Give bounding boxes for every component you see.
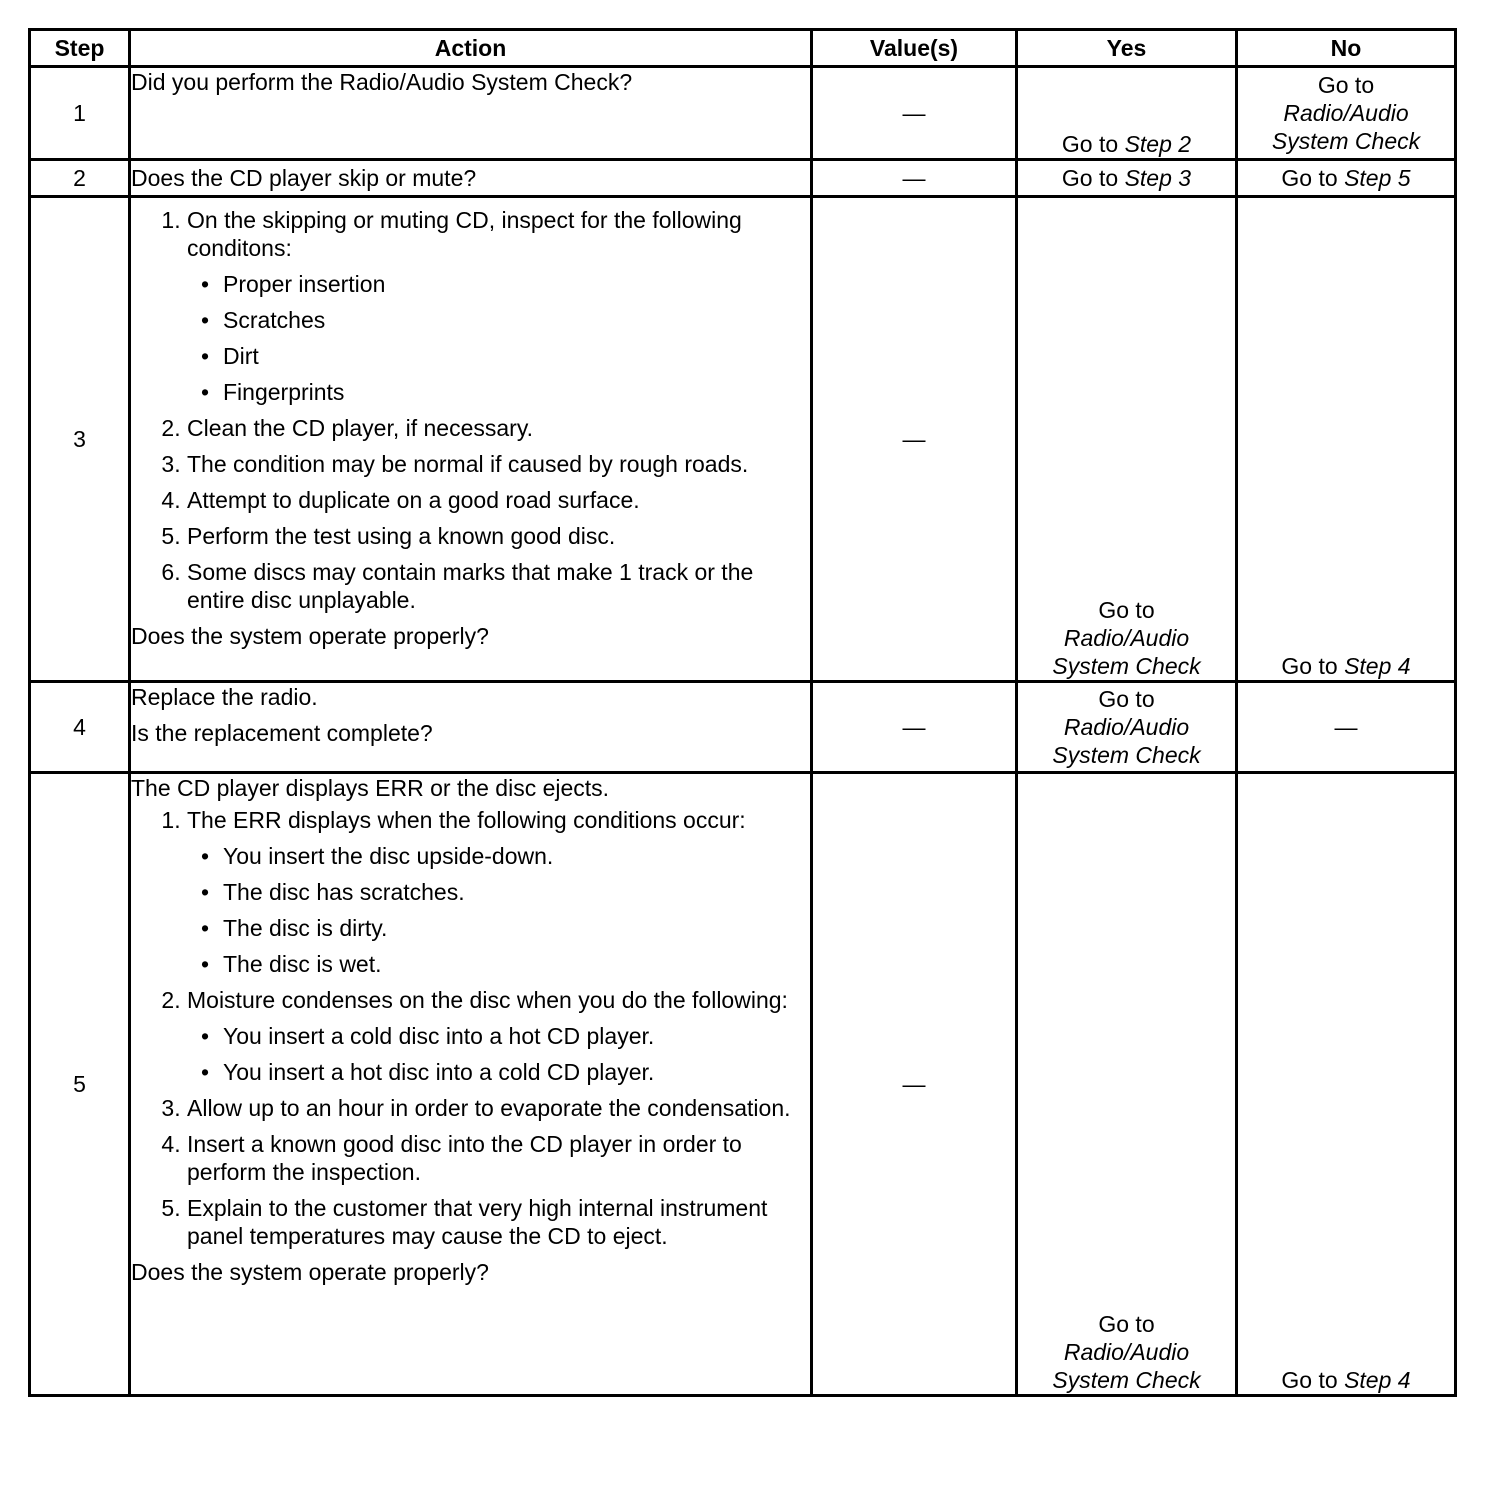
bullet-item: • Scratches [201, 306, 810, 334]
action-cell [130, 197, 812, 682]
list-item-text: On the skipping or muting CD, inspect for the following conditons: [187, 207, 742, 261]
list-item-text: The ERR displays when the following conditions occur: [187, 807, 746, 833]
goto-prefix: Go to [1061, 131, 1119, 157]
list-item: 4. Attempt to duplicate on a good road surface. [187, 486, 810, 514]
action-text: Replace the radio. [131, 684, 318, 710]
goto-prefix: Go to [1098, 686, 1155, 712]
action-cell [130, 773, 812, 1396]
bullet-item: • You insert a hot disc into a cold CD player. [201, 1058, 810, 1086]
value-cell: — [812, 160, 1017, 197]
goto-step-link[interactable]: Step 5 [1344, 165, 1411, 191]
bullet-item: • You insert a cold disc into a hot CD player. [201, 1022, 810, 1050]
goto-step-link[interactable]: Step 2 [1124, 131, 1192, 157]
header-value: Value(s) [812, 30, 1017, 67]
goto-prefix: Go to [1281, 165, 1338, 191]
header-row [30, 30, 1456, 67]
bullet-item: • The disc is wet. [201, 950, 810, 978]
list-item [187, 806, 810, 978]
yes-cell [1017, 682, 1237, 773]
bullet-item: • Dirt [201, 342, 810, 370]
header-step: Step [30, 30, 130, 67]
list-item: 6. Some discs may contain marks that make 1 track or the entire disc unplayable. [187, 558, 810, 614]
question-text: Does the system operate properly? [131, 623, 489, 649]
header-no: No [1237, 30, 1456, 67]
goto-system-check-link[interactable]: Radio/Audio [1063, 714, 1190, 740]
no-cell [1237, 773, 1456, 1396]
step-number: 3 [30, 197, 130, 682]
list-item: 5. Perform the test using a known good disc. [187, 522, 810, 550]
no-cell [1237, 197, 1456, 682]
intro-text: The CD player displays ERR or the disc ejects. [131, 775, 610, 801]
no-cell [1237, 160, 1456, 197]
list-item-text: Moisture condenses on the disc when you do the following: [187, 987, 788, 1013]
action-text: Did you perform the Radio/Audio System Check? [130, 67, 812, 160]
bullet-list [187, 842, 810, 978]
header-yes: Yes [1017, 30, 1237, 67]
procedure-list [131, 806, 810, 1250]
yes-cell [1017, 773, 1237, 1396]
no-cell [1237, 67, 1456, 160]
value-cell: — [812, 773, 1017, 1396]
value-cell: — [812, 67, 1017, 160]
value-cell: — [812, 197, 1017, 682]
action-text: Does the CD player skip or mute? [130, 160, 812, 197]
goto-system-check-link[interactable]: Radio/Audio [1063, 1339, 1190, 1365]
bullet-item: • The disc has scratches. [201, 878, 810, 906]
table-row [30, 682, 1456, 773]
yes-cell [1017, 67, 1237, 160]
table-row [30, 160, 1456, 197]
procedure-list [131, 206, 810, 614]
bullet-list [187, 270, 810, 406]
yes-cell [1017, 197, 1237, 682]
header-action: Action [130, 30, 812, 67]
list-item: 2. Clean the CD player, if necessary. [187, 414, 810, 442]
list-item: 5. Explain to the customer that very high internal instrument panel temperatures may cause the CD to eject. [187, 1194, 810, 1250]
step-number: 5 [30, 773, 130, 1396]
goto-prefix: Go to [1098, 597, 1155, 623]
action-cell [130, 682, 812, 773]
step-number: 2 [30, 160, 130, 197]
bullet-item: • Fingerprints [201, 378, 810, 406]
list-item [187, 986, 810, 1086]
diagnostic-table [28, 28, 1457, 1397]
table-row [30, 67, 1456, 160]
question-text: Does the system operate properly? [131, 1259, 489, 1285]
goto-system-check-link[interactable]: Radio/Audio [1283, 100, 1409, 126]
list-item: 3. Allow up to an hour in order to evaporate the condensation. [187, 1094, 810, 1122]
question-text: Is the replacement complete? [131, 720, 433, 746]
bullet-list [187, 1022, 810, 1086]
yes-cell [1017, 160, 1237, 197]
list-item: 3. The condition may be normal if caused by rough roads. [187, 450, 810, 478]
step-number: 1 [30, 67, 130, 160]
value-cell: — [812, 682, 1017, 773]
table-row [30, 197, 1456, 682]
bullet-item: • You insert the disc upside-down. [201, 842, 810, 870]
goto-step-link[interactable]: Step 4 [1344, 653, 1411, 679]
goto-system-check-link[interactable]: Radio/Audio [1063, 625, 1190, 651]
goto-system-check-link[interactable]: System Check [1052, 653, 1201, 679]
goto-system-check-link[interactable]: System Check [1052, 1367, 1201, 1393]
goto-prefix: Go to [1317, 72, 1375, 98]
bullet-item: • The disc is dirty. [201, 914, 810, 942]
goto-prefix: Go to [1098, 1311, 1155, 1337]
list-item: 4. Insert a known good disc into the CD player in order to perform the inspection. [187, 1130, 810, 1186]
bullet-item: • Proper insertion [201, 270, 810, 298]
goto-prefix: Go to [1281, 653, 1338, 679]
table-row [30, 773, 1456, 1396]
goto-system-check-link[interactable]: System Check [1271, 128, 1421, 154]
list-item [187, 206, 810, 406]
goto-step-link[interactable]: Step 4 [1344, 1367, 1411, 1393]
step-number: 4 [30, 682, 130, 773]
no-cell: — [1237, 682, 1456, 773]
goto-prefix: Go to [1281, 1367, 1338, 1393]
goto-step-link[interactable]: Step 3 [1124, 165, 1192, 191]
goto-prefix: Go to [1061, 165, 1119, 191]
goto-system-check-link[interactable]: System Check [1052, 742, 1201, 768]
